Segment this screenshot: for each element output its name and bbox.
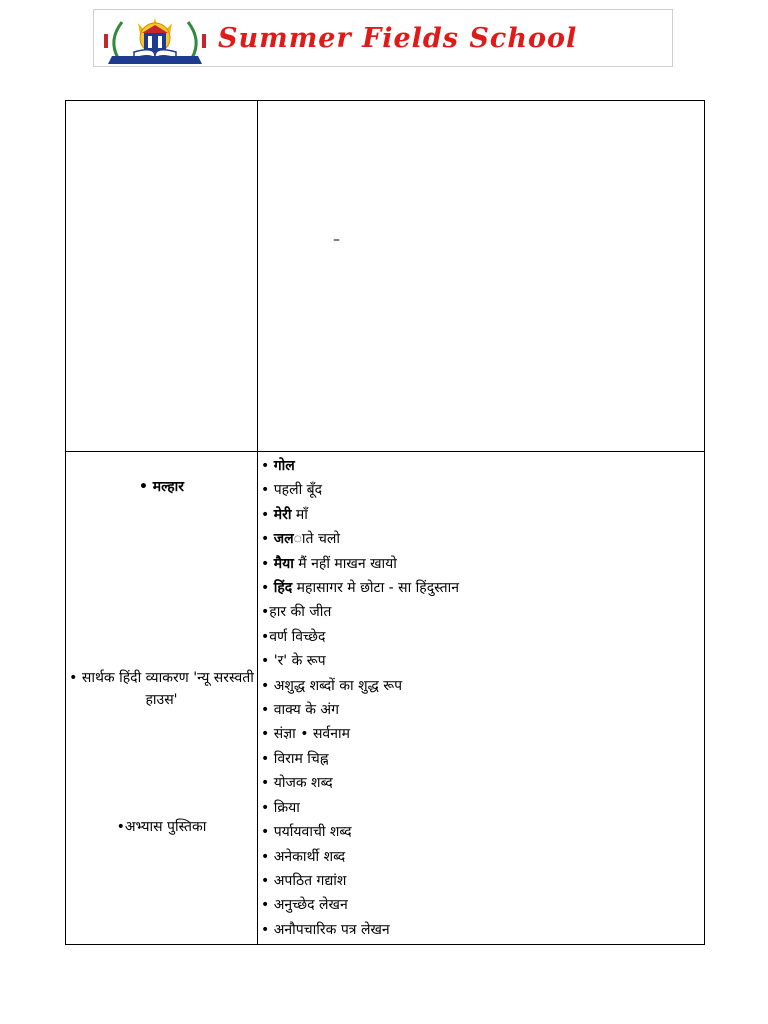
syllabus-table bbox=[65, 100, 705, 945]
list-item bbox=[261, 600, 704, 624]
list-item bbox=[261, 845, 704, 869]
bullet: • bbox=[261, 872, 274, 889]
topic-bold: हिंद bbox=[273, 580, 293, 597]
topic-text: हार की जीत bbox=[269, 604, 332, 621]
list-item bbox=[261, 796, 704, 820]
bullet: • bbox=[261, 653, 274, 670]
topic-text: अनुच्छेद लेखन bbox=[273, 897, 348, 914]
list-item bbox=[261, 893, 704, 917]
bullet: • bbox=[261, 482, 274, 499]
book-grammar: • सार्थक हिंदी व्याकरण 'न्यू सरस्वती हाउस' bbox=[69, 670, 254, 708]
school-crest-logo bbox=[98, 12, 212, 66]
list-item bbox=[261, 454, 704, 478]
topic-text: पहली बूँद bbox=[273, 482, 323, 499]
list-item bbox=[261, 625, 704, 649]
list-item bbox=[261, 698, 704, 722]
topic-text: पर्यायवाची शब्द bbox=[273, 824, 352, 841]
table-row bbox=[66, 452, 705, 945]
empty-cell bbox=[258, 101, 705, 452]
bullet: • bbox=[261, 604, 270, 621]
topics-cell bbox=[258, 452, 705, 945]
bullet: • bbox=[261, 628, 270, 645]
bullet: • bbox=[261, 531, 274, 548]
topic-text: क्रिया bbox=[273, 799, 300, 816]
bullet: • bbox=[261, 726, 274, 743]
topic-text: मैं नहीं माखन खायो bbox=[293, 555, 397, 572]
school-name: Summer Fields School bbox=[218, 23, 578, 54]
bullet: • bbox=[261, 555, 274, 572]
list-item bbox=[261, 722, 704, 746]
topic-text: महासागर मे छोटा - सा हिंदुस्तान bbox=[292, 580, 460, 597]
school-banner bbox=[93, 9, 673, 67]
bullet: • bbox=[261, 775, 274, 792]
dash-mark: – bbox=[333, 232, 340, 248]
list-item bbox=[261, 552, 704, 576]
list-item bbox=[261, 478, 704, 502]
bullet: • bbox=[261, 897, 274, 914]
list-item bbox=[261, 747, 704, 771]
topic-text: अनौपचारिक पत्र लेखन bbox=[273, 921, 390, 938]
topic-text: 'र' के रूप bbox=[273, 653, 326, 670]
bullet: • bbox=[261, 702, 274, 719]
list-item bbox=[261, 649, 704, 673]
list-item bbox=[261, 576, 704, 600]
list-item bbox=[261, 869, 704, 893]
topic-text: माँ bbox=[291, 506, 308, 523]
topic-bold: मैया bbox=[273, 555, 294, 572]
list-item bbox=[261, 820, 704, 844]
topic-bold: मेरी bbox=[273, 506, 292, 523]
bullet: • bbox=[261, 677, 274, 694]
books-cell bbox=[66, 452, 258, 945]
bullet: • bbox=[261, 824, 274, 841]
bullet: • bbox=[261, 580, 274, 597]
topic-text: वाक्य के अंग bbox=[273, 702, 339, 719]
topic-text: अपठित गद्यांश bbox=[273, 872, 347, 889]
empty-cell bbox=[66, 101, 258, 452]
bullet: • bbox=[261, 799, 274, 816]
topic-text: योजक शब्द bbox=[273, 775, 333, 792]
topic-bold: गोल bbox=[273, 458, 295, 474]
topic-text: विराम चिह्न bbox=[273, 750, 329, 767]
topic-text: संज्ञा • सर्वनाम bbox=[273, 726, 350, 743]
topic-bold: जल bbox=[273, 531, 294, 548]
bullet: • bbox=[261, 750, 274, 767]
bullet: • bbox=[261, 506, 274, 523]
table-row bbox=[66, 101, 705, 452]
list-item bbox=[261, 503, 704, 527]
bullet: • bbox=[261, 921, 274, 938]
list-item bbox=[261, 918, 704, 942]
book-malhar: • मल्हार bbox=[138, 479, 184, 495]
book-workbook: •अभ्यास पुस्तिका bbox=[116, 819, 207, 835]
topic-text: ाते चलो bbox=[293, 531, 340, 548]
bullet: • bbox=[261, 458, 274, 474]
bullet: • bbox=[261, 848, 274, 865]
topic-text: वर्ण विच्छेद bbox=[269, 628, 326, 645]
list-item bbox=[261, 674, 704, 698]
list-item bbox=[261, 527, 704, 551]
list-item bbox=[261, 771, 704, 795]
topic-text: अनेकार्थी शब्द bbox=[273, 848, 346, 865]
topics-list bbox=[258, 452, 704, 944]
topic-text: अशुद्ध शब्दों का शुद्ध रूप bbox=[273, 677, 403, 694]
